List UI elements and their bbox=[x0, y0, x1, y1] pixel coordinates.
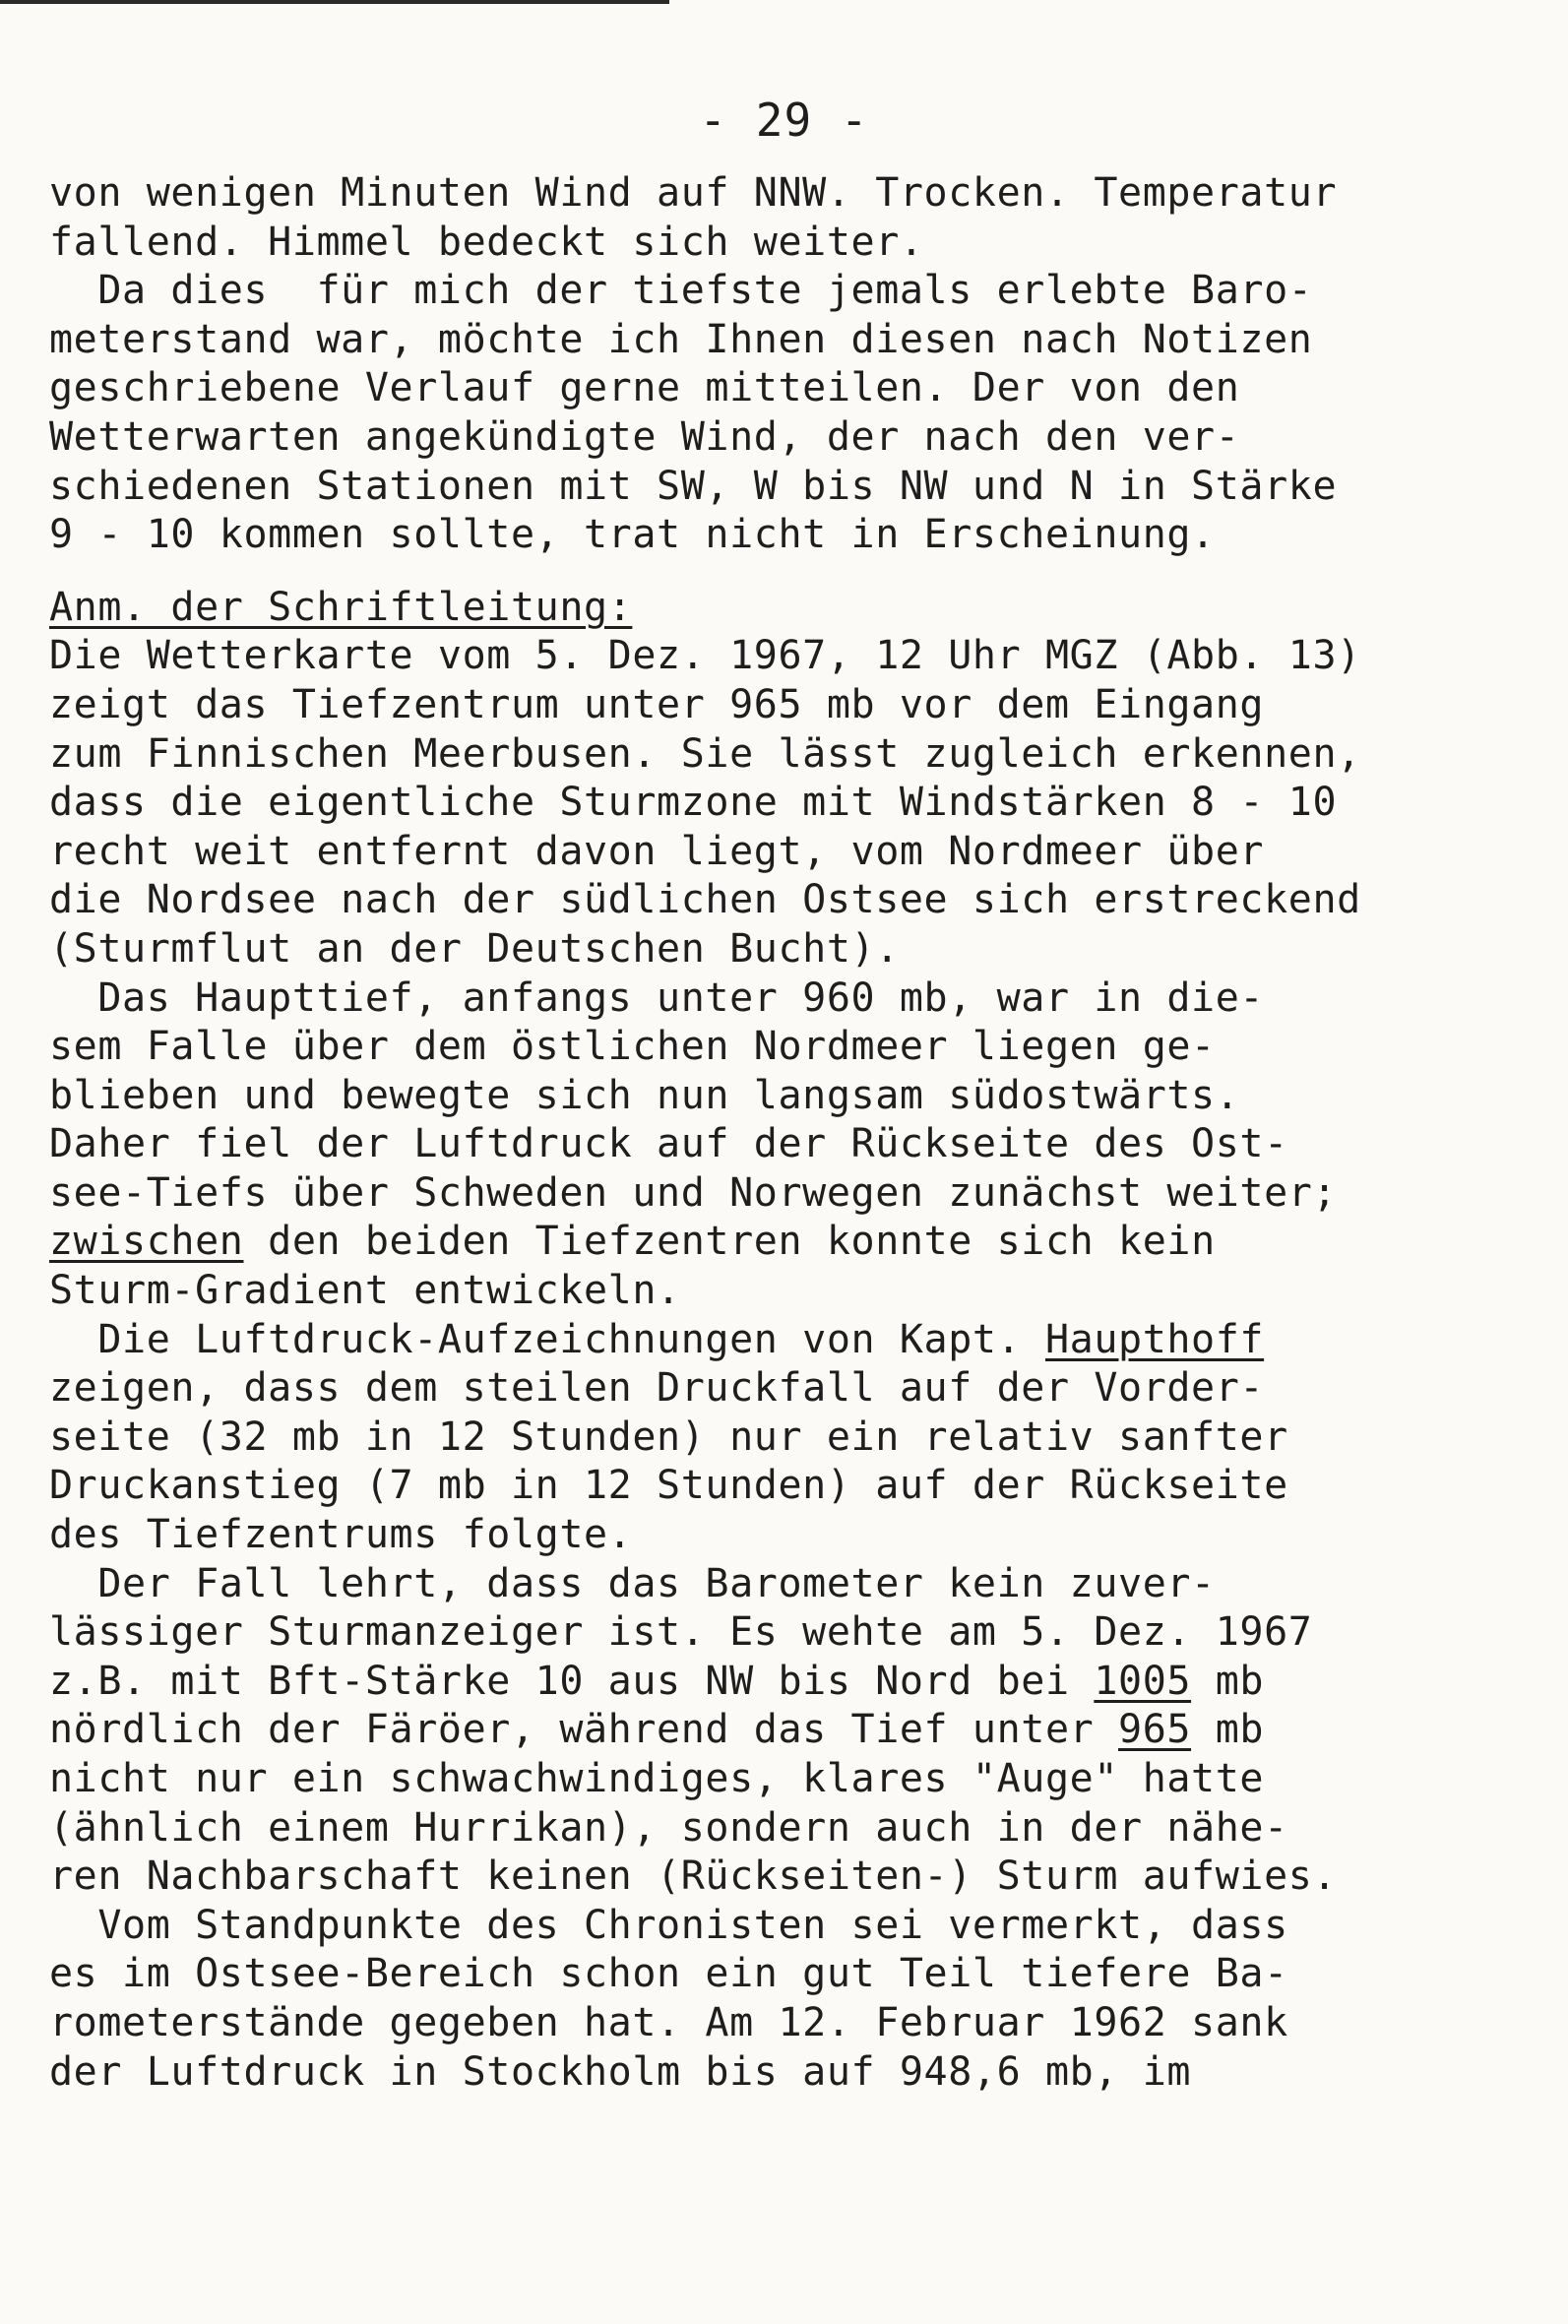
text-line: die Nordsee nach der südlichen Ostsee sich erstreckend bbox=[49, 877, 1361, 923]
underlined-value: 1005 bbox=[1094, 1658, 1192, 1704]
text-line: Das Haupttief, anfangs unter 960 mb, war in die- bbox=[49, 974, 1265, 1021]
text-span: mb bbox=[1191, 1707, 1265, 1753]
text-line: lässiger Sturmanzeiger ist. Es wehte am 5. Dez. 1967 bbox=[49, 1609, 1313, 1656]
text-line: zeigen, dass dem steilen Druckfall auf der Vorder- bbox=[49, 1365, 1265, 1412]
top-rule bbox=[0, 0, 669, 4]
underlined-word: zwischen bbox=[49, 1219, 244, 1265]
text-line: dass die eigentliche Sturmzone mit Windstärken 8 - 10 bbox=[49, 780, 1338, 826]
text-span: nördlich der Färöer, während das Tief unter bbox=[49, 1707, 1119, 1753]
text-line: sem Falle über dem östlichen Nordmeer liegen ge- bbox=[49, 1024, 1216, 1070]
text-line: Sturm-Gradient entwickeln. bbox=[49, 1268, 681, 1314]
body-text bbox=[49, 169, 1526, 2097]
text-line: Der Fall lehrt, dass das Barometer kein zuver- bbox=[49, 1560, 1216, 1606]
text-line: Da dies für mich der tiefste jemals erlebte Baro- bbox=[49, 268, 1313, 314]
text-span: mb bbox=[1191, 1658, 1265, 1704]
page-number: - 29 - bbox=[699, 94, 869, 147]
text-line: zum Finnischen Meerbusen. Sie lässt zugleich erkennen, bbox=[49, 730, 1361, 777]
section-heading-text: Anm. der Schriftleitung: bbox=[49, 584, 633, 630]
text-line: Druckanstieg (7 mb in 12 Stunden) auf der Rückseite bbox=[49, 1463, 1288, 1509]
text-line: (Sturmflut an der Deutschen Bucht). bbox=[49, 925, 900, 972]
text-line: see-Tiefs über Schweden und Norwegen zunächst weiter; bbox=[49, 1169, 1338, 1216]
text-line: nicht nur ein schwachwindiges, klares "Auge" hatte bbox=[49, 1756, 1265, 1801]
text-line: ren Nachbarschaft keinen (Rückseiten-) Sturm aufwies. bbox=[49, 1853, 1338, 1900]
text-line: Wetterwarten angekündigte Wind, der nach den ver- bbox=[49, 413, 1240, 460]
text-line: Daher fiel der Luftdruck auf der Rückseite des Ost- bbox=[49, 1121, 1288, 1167]
text-line bbox=[49, 1316, 1526, 1365]
text-line bbox=[49, 1218, 1526, 1267]
text-line bbox=[49, 1706, 1526, 1755]
text-line: zeigt das Tiefzentrum unter 965 mb vor dem Eingang bbox=[49, 681, 1265, 727]
text-line: blieben und bewegte sich nun langsam südostwärts. bbox=[49, 1072, 1240, 1118]
text-line: (ähnlich einem Hurrikan), sondern auch in der nähe- bbox=[49, 1804, 1288, 1851]
text-span: den beiden Tiefzentren konnte sich kein bbox=[243, 1219, 1216, 1265]
text-line: seite (32 mb in 12 Stunden) nur ein relativ sanfter bbox=[49, 1413, 1288, 1460]
text-line: Vom Standpunkte des Chronisten sei vermerkt, dass bbox=[49, 1902, 1288, 1948]
text-line: von wenigen Minuten Wind auf NNW. Trocken. Temperatur bbox=[49, 170, 1338, 216]
text-span: Die Luftdruck-Aufzeichnungen von Kapt. bbox=[49, 1316, 1045, 1362]
text-line: fallend. Himmel bedeckt sich weiter. bbox=[49, 219, 924, 265]
underlined-value: 965 bbox=[1118, 1707, 1192, 1753]
underlined-name: Haupthoff bbox=[1044, 1316, 1265, 1362]
text-line: schiedenen Stationen mit SW, W bis NW und N in Stärke bbox=[49, 463, 1338, 509]
text-line: des Tiefzentrums folgte. bbox=[49, 1512, 633, 1558]
text-line: 9 - 10 kommen sollte, trat nicht in Erscheinung. bbox=[49, 512, 1216, 558]
text-line: der Luftdruck in Stockholm bis auf 948,6 mb, im bbox=[49, 2048, 1192, 2095]
section-heading bbox=[49, 584, 1526, 633]
text-line: Die Wetterkarte vom 5. Dez. 1967, 12 Uhr MGZ (Abb. 13) bbox=[49, 633, 1361, 679]
text-span: z.B. mit Bft-Stärke 10 aus NW bis Nord bei bbox=[49, 1658, 1095, 1704]
text-line: es im Ostsee-Bereich schon ein gut Teil tiefere Ba- bbox=[49, 1951, 1288, 1997]
text-line: geschriebene Verlauf gerne mitteilen. Der von den bbox=[49, 365, 1240, 411]
text-line bbox=[49, 1658, 1526, 1707]
text-line: rometerstände gegeben hat. Am 12. Februar 1962 sank bbox=[49, 1999, 1288, 2045]
paragraph-gap bbox=[49, 560, 1526, 584]
text-line: meterstand war, möchte ich Ihnen diesen nach Notizen bbox=[49, 316, 1313, 362]
text-line: recht weit entfernt davon liegt, vom Nordmeer über bbox=[49, 828, 1265, 874]
